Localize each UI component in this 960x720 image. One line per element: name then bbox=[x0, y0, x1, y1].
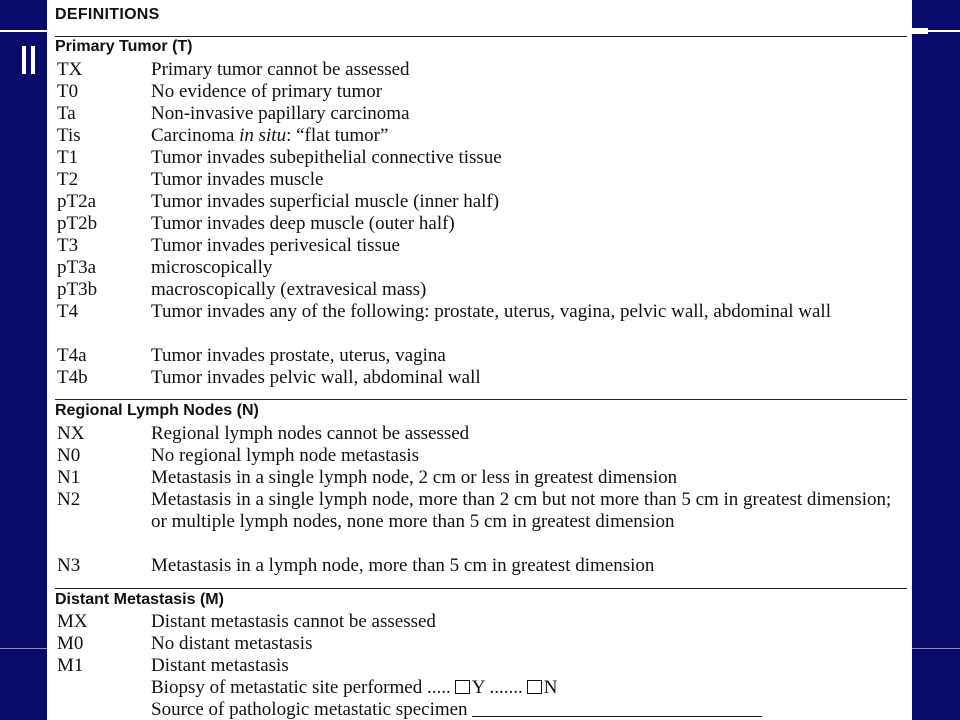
definitions-page bbox=[47, 0, 912, 720]
stage-description: Tumor invades deep muscle (outer half) bbox=[151, 213, 455, 234]
stage-description: Tumor invades pelvic wall, abdominal wall bbox=[151, 367, 481, 388]
stage-code: pT3a bbox=[57, 257, 97, 278]
stage-description: Tumor invades superficial muscle (inner half) bbox=[151, 191, 500, 212]
stage-code: T0 bbox=[57, 81, 79, 102]
stage-code: N3 bbox=[57, 555, 81, 576]
stage-code: N0 bbox=[57, 445, 81, 466]
stage-code: pT2b bbox=[57, 213, 98, 234]
source-label: Source of pathologic metastatic specimen bbox=[151, 699, 468, 720]
stage-code: pT3b bbox=[57, 279, 98, 300]
section-divider bbox=[55, 588, 907, 589]
stage-code: Tis bbox=[57, 125, 81, 146]
stage-code: pT2a bbox=[57, 191, 97, 212]
stage-code: M0 bbox=[57, 633, 84, 654]
stage-description: Tumor invades muscle bbox=[151, 169, 324, 190]
no-checkbox[interactable] bbox=[527, 680, 542, 694]
stage-code: T4 bbox=[57, 301, 79, 322]
stage-description: Non-invasive papillary carcinoma bbox=[151, 103, 410, 124]
stage-description: Distant metastasis bbox=[151, 655, 289, 676]
stage-description: Metastasis in a lymph node, more than 5 cm in greatest dimension bbox=[151, 555, 655, 576]
desc-part: : “flat tumor” bbox=[286, 125, 389, 146]
stage-code: N1 bbox=[57, 467, 81, 488]
stage-description: Tumor invades perivesical tissue bbox=[151, 235, 400, 256]
stage-description: macroscopically (extravesical mass) bbox=[151, 279, 427, 300]
slide-decor-marks bbox=[22, 46, 46, 76]
stage-description: No distant metastasis bbox=[151, 633, 313, 654]
stage-description: microscopically bbox=[151, 257, 273, 278]
desc-emphasis: in situ bbox=[239, 125, 287, 146]
yes-label: Y bbox=[471, 677, 485, 698]
section-heading-distant-metastasis: Distant Metastasis (M) bbox=[55, 591, 224, 608]
stage-description: Regional lymph nodes cannot be assessed bbox=[151, 423, 470, 444]
stage-description: Tumor invades prostate, uterus, vagina bbox=[151, 345, 446, 366]
stage-code: NX bbox=[57, 423, 85, 444]
stage-description: Tumor invades any of the following: prostate, uterus, vagina, pelvic wall, abdominal wall bbox=[151, 301, 831, 322]
biopsy-label: Biopsy of metastatic site performed bbox=[151, 677, 423, 698]
section-heading-regional-lymph-nodes: Regional Lymph Nodes (N) bbox=[55, 402, 259, 419]
leader-dots: ..... bbox=[426, 677, 451, 698]
desc-part: Carcinoma bbox=[151, 125, 240, 146]
stage-code: T1 bbox=[57, 147, 79, 168]
page-title: DEFINITIONS bbox=[55, 6, 160, 23]
stage-code: Ta bbox=[57, 103, 76, 124]
stage-description bbox=[151, 125, 911, 147]
stage-description: No evidence of primary tumor bbox=[151, 81, 383, 102]
stage-description: No regional lymph node metastasis bbox=[151, 445, 420, 466]
stage-description: Distant metastasis cannot be assessed bbox=[151, 611, 436, 632]
stage-code: T4a bbox=[57, 345, 87, 366]
no-label: N bbox=[543, 677, 558, 698]
stage-code: TX bbox=[57, 59, 83, 80]
stage-description: Metastasis in a single lymph node, 2 cm or less in greatest dimension bbox=[151, 467, 678, 488]
slide-decor-right-mark bbox=[912, 28, 928, 34]
leader-dots: ....... bbox=[489, 677, 523, 698]
stage-description: Metastasis in a single lymph node, more than 2 cm but not more than 5 cm in greatest dimension; or multiple lymph nodes, none more than 5 cm in greatest dimension bbox=[151, 489, 892, 532]
stage-description: Primary tumor cannot be assessed bbox=[151, 59, 410, 80]
stage-description: Tumor invades subepithelial connective tissue bbox=[151, 147, 502, 168]
section-divider bbox=[55, 399, 907, 400]
stage-code: M1 bbox=[57, 655, 84, 676]
biopsy-line bbox=[151, 677, 911, 699]
stage-code: MX bbox=[57, 611, 88, 632]
stage-code: N2 bbox=[57, 489, 81, 510]
section-heading-primary-tumor: Primary Tumor (T) bbox=[55, 38, 193, 55]
source-blank-field[interactable] bbox=[472, 700, 762, 717]
yes-checkbox[interactable] bbox=[455, 680, 470, 694]
source-line bbox=[151, 699, 911, 720]
stage-code: T2 bbox=[57, 169, 79, 190]
section-divider bbox=[55, 36, 907, 37]
stage-code: T4b bbox=[57, 367, 88, 388]
stage-code: T3 bbox=[57, 235, 79, 256]
